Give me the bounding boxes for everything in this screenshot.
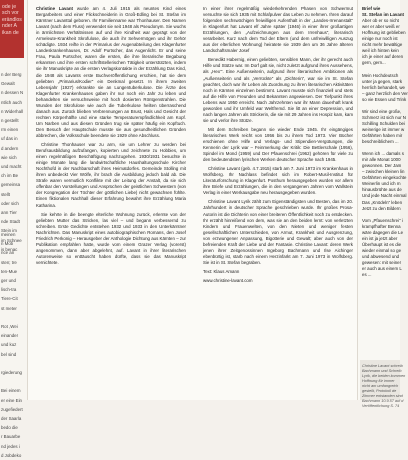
fragment-line: er eine Ein: [1, 397, 22, 403]
caption-line: nicht am umfangreich: [362, 384, 399, 388]
fragment-line: n gestellt: [1, 118, 19, 124]
fragment-line: d Jobdeko: [1, 452, 22, 458]
fragment-line: nde Stadt: [1, 219, 20, 225]
paragraph: Christine Lavant (geb. 4.7.1915) starb am 7. Juni 1973 im Krankenhaus in Wolfsberg. Ihr Nachlass befindet sich im Robert-Musil-Institut für Literaturforschung in Klagenfurt. Posthum herausgegeben wurden vor allem ihre Briefe und Erzählungen, die in den vergangenen Jahren vom Wallstein Verlag in einer Werkausgabe neu herausgegeben wurden.: [203, 166, 353, 196]
fragment-line: und macht: [1, 164, 22, 170]
caption-line: Christine Lavant schreib: [362, 364, 403, 368]
letter-line: nicht mehr bewältige: [362, 42, 403, 48]
letter-line: er auch aus einem L: [362, 266, 402, 272]
fragment-line: wie sich: [1, 154, 17, 160]
letter-line: mir alle Monat 1000: [362, 157, 401, 163]
fragment-line: is benac: [1, 246, 18, 252]
letter-line: Aber ob er so nicht: [362, 18, 399, 24]
fragment-line: Stein im: [1, 228, 17, 234]
fragment-line: und kuz: [1, 342, 17, 348]
fragment-line: ch im Be: [1, 173, 19, 179]
letter-line: wäre dagegen die Le: [362, 229, 404, 235]
letter-line: gern, gern...: [362, 60, 386, 66]
letter-line: Vom „Pfauenschrei“ i: [362, 217, 403, 223]
red-box-line: sch vor: [2, 10, 19, 17]
fragment-line: [1, 313, 27, 322]
letter-line: beschreiblichem ...: [362, 139, 399, 145]
letter-heading-line: Brief wie: [362, 6, 381, 11]
fragment-line: meinen: [1, 232, 16, 237]
letter-line: einige nur noch ist: [362, 36, 398, 42]
fragment-line: uf das in: [1, 136, 18, 142]
letter-line: Gefährten haben mir: [362, 132, 403, 138]
letter-lines: [362, 18, 408, 278]
letter-line: ich je einer auf deren: [362, 54, 404, 60]
author-name: Christine Lavant: [36, 6, 74, 11]
paragraph: Christine Lavant Lyrik zählt zum Eigenständigsten und Besten, das im 20. Jahrhundert in deutscher Sprache geschrieben wurde. Ihr großes Prosa-Autorin ist die Dichterin von einer breiteren Öffentlichkeit noch zu entdecken. Ihr erzählt hinreißend von dem, was sie an den beiden lernt: von verletzten Kindern und Frauenwelten, von den Nieten und weniger festen gesellschaftlichen Unterschieden, von Armut, Krankheit und Ausgrenzung, von erzwungener Anpassung, Bigotterie und Gewalt; aber auch von der befreienden Kraft der Liebe und der Fantasie. Christine Lavant: deren Werk jenen ihrer Zeitgenossinnen Ingeborg Bachmann und Ilse Aichinger ebenbürtig ist, starb nach einem Herzinfarkt am 7. Juni 1973 in Wolfsberg. Sie ist in St. Stefan begraben.: [203, 199, 353, 265]
letter-line: Überhaupt ist es die: [362, 241, 402, 247]
fragment-line: [1, 359, 27, 368]
letter-line: weil ich hinten kein: [362, 48, 399, 54]
fragment-line: n Moti: [1, 241, 13, 247]
letter-line: Weinerlin und ich m: [362, 181, 401, 187]
fragment-line: n dessen N: [1, 90, 24, 96]
letter-line: Das „Knödeln“ leben: [362, 199, 403, 205]
fragment-line: Gewalt: [1, 81, 15, 87]
letter-line: Hoffnung ist geblieben: [362, 30, 406, 36]
letter-line: Gefährten eingekochte: [362, 175, 407, 181]
red-box-line: ikan de: [2, 29, 19, 36]
fragment-line: rgiederung: [1, 370, 22, 376]
fragment-line: [1, 377, 27, 386]
fragment-line: d andern: [1, 145, 19, 151]
fragment-line: ann Tier: [1, 210, 17, 216]
letter-line: ein ist ja jetzt aber: [362, 235, 398, 241]
letter-line: hinausbrühte aus de: [362, 187, 402, 193]
fragment-line: ten-Mue: [1, 268, 18, 274]
fragment-line: nce an: [1, 250, 15, 256]
letter-line: – ganz herzlich den Ver: [362, 90, 408, 96]
caption-line: Veröffentlichung S. 74: [362, 404, 400, 408]
fragment-line: Rot ,Wei: [1, 324, 18, 330]
fragment-line: zugefiedert: [1, 406, 23, 412]
letter-line: und abwesend und: [362, 253, 400, 259]
fragment-line: sten; tre: [1, 259, 17, 265]
letter-line: Schmerz ist sich nur N: [362, 114, 406, 120]
letter-line: – zwischen kleinen lin: [362, 169, 405, 175]
letter-line: unter ja gegen, stark: [362, 78, 403, 84]
fragment-line: nd jedes i: [1, 443, 20, 449]
left-text-fragment-lower: [1, 230, 27, 460]
fragment-line: ger und: [1, 278, 16, 284]
caption-line: Bachmann und Schreib: [362, 369, 402, 373]
fragment-line: oder sich: [1, 200, 19, 206]
letter-heading-line: St. Stefan im Lavant: [362, 12, 404, 18]
caption-line: Hoffnung für immer: [362, 379, 395, 383]
caption-line: Lyrik, die beiden kommen: [362, 374, 406, 378]
letter-line: Wenn ich ... damals s: [362, 151, 404, 157]
caption-line: Bachmann 10.9.57 auf d: [362, 399, 404, 403]
photo-caption: [362, 364, 406, 409]
letter-fragment: [362, 6, 408, 278]
letter-line: gewesen: mit seiner: [362, 259, 402, 265]
fragment-line: ntlich auch: [1, 99, 22, 105]
text-column-2: [203, 6, 353, 287]
letter-line: Schilling Schulden bei: [362, 120, 405, 126]
letter-line: Wir sind eine große,: [362, 108, 402, 114]
red-box-line: nder A: [2, 23, 17, 30]
fragment-line: bedo die: [1, 425, 18, 431]
letter-line: gewonnen. Der Jam: [362, 163, 402, 169]
fragment-line: stellt: [1, 191, 11, 197]
paragraph: Benedikt Habernig, einen geliebten, sensiblen Mann, der ihr gerecht auch Hilfe und Stütze war. Im Dorf galt sie, nicht zuletzt aufgrund ihres Aussehens, als „Hex’“. Eine Außenseiterin, aufgrund ihrer literarischen Ambitionen als „Außenseiterin und als „Verrückte“ als „Dichterin“, war sie im St. Stefan geachtet, doch war ihr Leben als Zuordnung zu ihren literarischen Aktivitäten noch in Kärnten einzelnen bestimmt. Lavant musste sich finanziell und stets auf die Hilfe von Freunden und Bekannten angewiesen. Der Tiefpunkt ihres Lebens war 1950 erreicht. Nach Jahrzehnten war ihr Mann dauerhaft krank geworden und ihr Umfeld war Weltfremd. Sie litt an einer Depression, und nach langen Jahren als Strickerin, die sie mit 29 Jahren ins Hospiz kam, kam sie und verlor ihre Stütze.: [203, 57, 353, 123]
paragraph: Sie kehrte in die beengte elterliche Wohnung zurück, erlernte von der geliebten Mutter das Stricken, las viel – und begann verbessernd zu schreiben. Erste Gedichte entstehen 1932 und 1933 in den Unterkärntner Nachrichten. Das Manuskript eines autobiographischen Romans, den Josef Friedrich Perkonig – Herausgeber der Anthologie Dichtung aus Kärnten – zur Publikation empfahlen hatte, wurde vom einem Grazer Verlag (vorerst) angenommen, dann aber abgelehnt, auf. Lavant in ihrer literarischen Autorenweise so enttäuscht haben dürfte, dass sie das Manuskript vernichtete.: [36, 211, 186, 265]
red-box-line: erändlos: [2, 16, 22, 23]
paragraph: Mit dem Schreiben begann sie wieder Ende 1945. Ihr eingängiges literarisches Werk reicht von 1956 bis zu ihrem Tod 1973. Vier Bücher erschienen ohne Hilfe und Verlags- und Stipendien-Vergütungen, die Kennerin der Lyrik war – Feinmerkung der Kritik: Die Bettlerschale (1956), Spindel im Mond (1959) und Der Pfauenschrei (1962) gehören für viele zu den bedeutendsten lyrischen Werken deutscher Sprache nach 1945.: [203, 126, 353, 163]
website-link[interactable]: www.christine-lavant.com: [203, 277, 253, 283]
letter-line: Und jede Nacht einmal: [362, 193, 407, 199]
right-page-fragment: [358, 0, 408, 408]
fragment-line: gemeinsa: [1, 182, 21, 188]
letter-line: Jetzt zu den Bildern: [362, 205, 401, 211]
left-text-fragment-upper: [1, 70, 27, 254]
fragment-line: einander: [1, 333, 19, 339]
fragment-line: Bei einem: [1, 388, 21, 394]
paragraph: Christine Thonhauser war zu arm, sie um Lehrer zu werden bei Berufsausbildung aufzufangen, kopierten und zeichnete zu Hobbies, um einen regelmäßigen Beschäftigung nachzugehen. 1930/1931 besuchte in einige Monate lang die landwirtschaftliche Haushaltungsschule Kircher Nochthofd in der Nachbarschaft ihres Heimatdorfes. Gemeinde Stolling mit ihren unbedeckt Vier Wölfe, ihr brach die Ausbildung jedoch bald ab. Die Strafe waren vermutlich Konflikte mit der Leitung der Anstalt, da sie sich offenbar den Vorstellungen und Ansprüchen der geistlichen Schwestern (von der Kongregation der Töchter der göttlichen Liebe) nicht gewachsen fühlte. Einen fiktionalen Nachhall dieser Erfahrung bewahrt ihre Erzählung Maria Katharina.: [36, 142, 186, 208]
letter-line: so vie Essen und Trink: [362, 96, 407, 102]
letter-line: wieder einmal so ge: [362, 247, 402, 253]
text-column-2-body: [203, 6, 353, 266]
letter-line: es ...: [362, 272, 372, 278]
paragraph: Christine Lavant wurde am 4. Juli 1915 als neuntes Kind eines Bergarbeiters und einer Flickschneiderin in Groß-Edling bei St. Stefan im Kärntner Lavanttal geboren. Ihr Familienname war Thonhauser. Den Namen Lavant (nach dem Fluss) verwendet sie seit 1948 als Pseudonym. Sie wuchs in ärmlichsten Verhältnissen auf und ihre Kindheit war geprägt von der Armeleute-Krankheit Skrofulose, die auch ihr Sehvermögen und ihr Gehör schädigte. 1934 reifte in der Primarius der Augenabteilung des Klagenfurter Landeskrankenhauses, Dr. Adolf Purtscher, das Augenlicht. Er und seine Frau, Paula Purtscher, waren die ersten, die ihre literarische Begabung erkannten und ihre ersten schriftstellerischen Tätigkeit unterstützten, indem sie ihr Manuskripte an die ersten Verlagskontakte in der Erzählung Das Kind, die 1948 als Lavants erste Buchveröffentlichung erschien, hat sie dem geliebten „Primarius/Kodier“ ein Denkmal gesetzt. In ihrem zweiten Lebensjahr (1927) erkrankte sie an Lungentuberkulose. Die Ärzte des Klagenfurter Krankenhauses gaben ihr nur noch ein Jahr zu leben und behandelten sie versuchsweise mit hoch dosierten Röntgenstrahlen. Die Wunden der Skrofulose wie auch die Tuberkulose heilten überraschend danach aus. Zurück blieben Verbrennungen an Brust, Hals und Gesicht der rechten Körperhälfte und eine starke Temperaturempfindlichkeit am Kopf. Um Narben und aus diesen Gründen trug sie später häufig ein Kopftuch. Den Besuch der Hauptschule musste sie aus gesundheitlichen Gründen abbrechen, die Volksschule beendete sie 1929 ohne Abschluss.: [36, 6, 187, 138]
letter-line: Mein Hochdeutsch: [362, 72, 399, 78]
letter-heading: [362, 6, 404, 18]
letter-line: weinerige ist immer w: [362, 126, 405, 132]
fragment-line: r Bauarbe: [1, 434, 21, 440]
letter-line: herrlich behandelt, we: [362, 84, 405, 90]
caption-line: gestellt, Protokoll de: [362, 389, 397, 393]
left-page-fragment: [0, 0, 28, 458]
fragment-line: rm einen: [1, 127, 19, 133]
paragraph: In einer ihrer regelmäßig wiederkehrenden Phasen von Schwermut versuchte sie sich 1935 mit Schlafpulver das Leben zu nehmen. Ihren darauf folgenden sechswöchigen freiwilligen Aufenthalt in der „Landes-Irrenanstalt“ in Klagenfurt hat Lavant elf Jahre später (1946) in einer ihrer großartigen Erzählungen, den „Aufzeichnungen aus dem Irrenhaus“, literarisch verarbeitet. Kurz nach dem Tod der Eltern (und dem unfreiwilligen Auszug aus der elterlichen Wohnung) heiratete sie 1939 den um 36 Jahre älteren Landschaftsmaler Josef: [203, 6, 353, 54]
author-credit: Text: Klaus Amann: [203, 268, 240, 274]
fragment-line: Tiere-Cit: [1, 296, 18, 302]
fragment-line: bel sind: [1, 351, 17, 357]
letter-line: krampfhafter Benna: [362, 223, 401, 229]
fragment-line: der Saarla: [1, 416, 22, 422]
red-box-line: ode je: [2, 4, 17, 10]
caption-line: Zimmer entstanden sind: [362, 394, 403, 398]
fragment-line: n Widerhall: [1, 108, 23, 114]
red-box-text: [0, 0, 24, 36]
fragment-line: im Schnee: [1, 237, 22, 243]
fragment-line: n der Berg: [1, 72, 22, 77]
letter-line: wer er aber weiß er: [362, 24, 400, 30]
red-sidebar-box: [0, 0, 24, 58]
text-column-1: [36, 6, 186, 269]
fragment-line: lisch-tra: [1, 287, 17, 293]
fragment-line: st meter: [1, 305, 17, 311]
